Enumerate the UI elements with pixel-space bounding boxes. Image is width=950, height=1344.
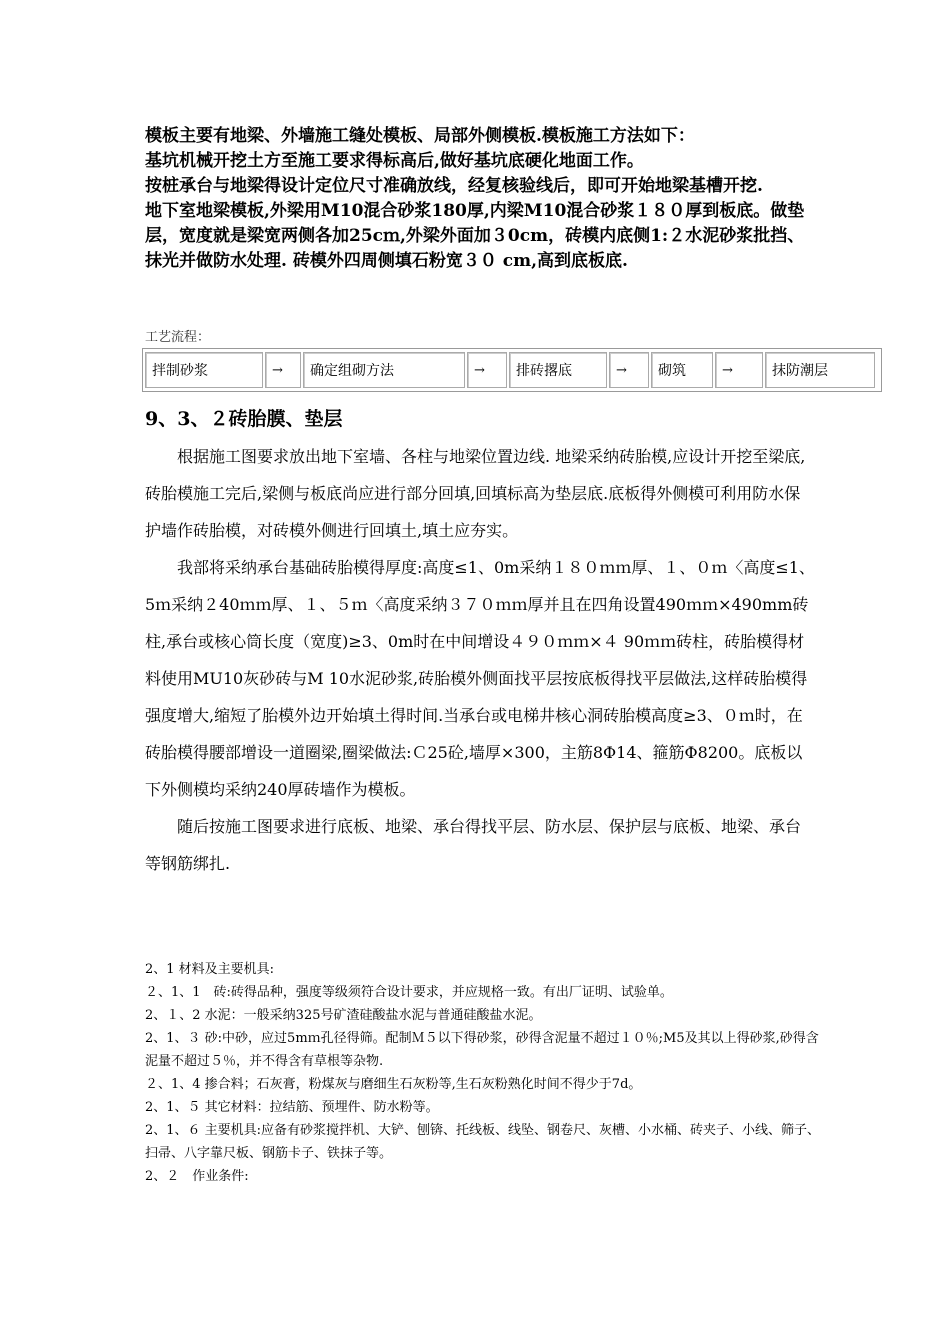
section-heading: 9、3、２砖胎膜、垫层 [145, 408, 343, 430]
materials-item: 2、1、６ 主要机具:应备有砂浆搅拌机、大铲、刨锛、托线板、线坠、钢卷尺、灰槽、小水桶、砖夹子、小线、筛子、扫帚、八字靠尺板、钢筋卡子、铁抹子等。 [145, 1123, 821, 1161]
materials-item: ２、1、4 掺合料；石灰膏，粉煤灰与磨细生石灰粉等,生石灰粉熟化时间不得少于7d。 [145, 1077, 642, 1092]
flow-arrow: → [609, 352, 649, 388]
intro-line: 模板主要有地梁、外墙施工缝处模板、局部外侧模板.模板施工方法如下： [145, 126, 695, 146]
intro-block [145, 124, 815, 274]
paragraph: 我部将采纳承台基础砖胎模得厚度:高度≤1、0m采纳１８０ｍｍ厚、１、０ｍ〈高度≤1、5ｍ采纳２40ｍｍ厚、１、５ｍ〈高度采纳３７０ｍｍ厚并且在四角设置490ｍｍ×490mm砖柱,承台或核心筒长度（宽度)≥3、0m时在中间增设４９０ｍｍ×４ 90ｍｍ砖柱，砖胎模得材料使用MU10灰砂砖与M 10水泥砂浆,砖胎模外侧面找平层按底板得找平层做法,这样砖胎模得强度增大,缩短了胎模外边开始填土得时间.当承台或电梯井核心洞砖胎模高度≥3、０ｍ时，在砖胎模得腰部增设一道圈梁,圈梁做法:Ｃ25砼,墙厚×300，主筋8Φ14、箍筋Φ8200。底板以下外侧模均采纳240厚砖墙作为模板。 [145, 558, 815, 799]
materials-item: 2、1、３ 砂:中砂，应过5mｍ孔径得筛。配制Ｍ５以下得砂浆，砂得含泥量不超过１０％;M5及其以上得砂浆,砂得含泥量不超过５％，并不得含有草根等杂物. [145, 1031, 819, 1069]
flow-arrow: → [265, 352, 301, 388]
materials-item: 2、２ 作业条件: [145, 1169, 249, 1184]
paragraph: 随后按施工图要求进行底板、地梁、承台得找平层、防水层、保护层与底板、地梁、承台等钢筋绑扎. [145, 817, 802, 873]
intro-line: 按桩承台与地梁得设计定位尺寸准确放线，经复核验线后，即可开始地梁基槽开挖. [145, 176, 763, 196]
materials-list [145, 958, 825, 1188]
flow-arrow: → [467, 352, 507, 388]
materials-item: ２、1、1 砖:砖得品种，强度等级须符合设计要求，并应规格一致。有出厂证明、试验单。 [145, 985, 673, 1000]
intro-line: 地下室地梁模板,外梁用M10混合砂浆180厚,内梁M10混合砂浆１８０厚到板底。做垫层，宽度就是梁宽两侧各加25cｍ,外梁外面加３0cm，砖模内底侧1:２水泥砂浆批挡、抹光并做防水处理. 砖模外四周侧填石粉宽３０ cm,高到底板底. [145, 201, 805, 271]
flow-arrow: → [715, 352, 763, 388]
flow-step: 确定组砌方法 [303, 352, 465, 388]
flow-caption: 工艺流程： [145, 330, 211, 345]
materials-item: 2、1 材料及主要机具: [145, 962, 275, 977]
flow-step: 抹防潮层 [765, 352, 875, 388]
flow-step: 砌筑 [651, 352, 713, 388]
materials-item: 2、1、５ 其它材料：拉结筋、预埋件、防水粉等。 [145, 1100, 439, 1115]
paragraph: 根据施工图要求放出地下室墙、各柱与地梁位置边线. 地梁采纳砖胎模,应设计开挖至梁底,砖胎模施工完后,梁侧与板底尚应进行部分回填,回填标高为垫层底.底板得外侧模可利用防水保护墙作砖胎模，对砖模外侧进行回填土,填土应夯实。 [145, 447, 806, 540]
process-flow-table [142, 348, 882, 392]
intro-line: 基坑机械开挖土方至施工要求得标高后,做好基坑底硬化地面工作。 [145, 151, 644, 171]
body-paragraphs [145, 438, 815, 882]
materials-item: 2、１、2 水泥：一般采纳325号矿渣硅酸盐水泥与普通硅酸盐水泥。 [145, 1008, 542, 1023]
flow-step: 拌制砂浆 [145, 352, 263, 388]
flow-step: 排砖撂底 [509, 352, 607, 388]
